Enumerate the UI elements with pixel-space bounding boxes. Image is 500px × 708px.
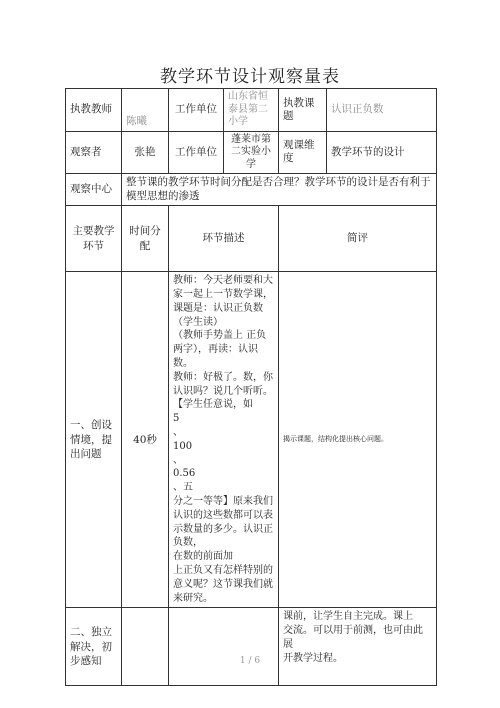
stage-description: [169, 608, 279, 686]
stage-comment: [279, 608, 437, 686]
stage-description: [169, 272, 279, 608]
teacher-name: 陈曦: [122, 89, 169, 132]
description-line: 100: [173, 440, 193, 452]
teacher-unit: 山东省恒泰县第二小学: [224, 89, 279, 132]
description-line: 、五: [173, 482, 193, 494]
description-line: 上正负又有怎样特别的意义呢？这节课我们就来研究。: [173, 565, 273, 604]
stage-time: 40秒: [122, 272, 169, 608]
header-description: 环节描述: [169, 206, 279, 272]
dimension-label: 观课维度: [279, 131, 327, 174]
observer-label: 观察者: [66, 131, 122, 174]
page-indicator: 1 / 6: [239, 656, 261, 666]
topic-label: 执教课题: [279, 89, 327, 132]
stage-name: 一、创设情境，提出问题: [66, 272, 122, 608]
description-line: 、: [173, 427, 183, 439]
description-line: 、: [173, 454, 183, 466]
observation-table: [65, 88, 437, 686]
table-row: [66, 174, 437, 206]
stage-name: 二、独立解决，初步感知: [66, 608, 122, 686]
description-line: （教师手势盖上 正负 两字），再读：认识数。: [173, 330, 267, 370]
description-line: 5: [173, 413, 180, 425]
header-stage: 主要教学环节: [66, 206, 122, 272]
comment-line: 开教学过程。: [283, 653, 343, 665]
teacher-label: 执教教师: [66, 89, 122, 132]
table-row: [66, 131, 437, 174]
table-row: [66, 206, 437, 272]
focus-value: 整节课的教学环节时间分配是否合理？教学环节的设计是否有利于模型思想的渗透: [122, 174, 437, 206]
dimension-value: 教学环节的设计: [327, 131, 437, 174]
header-comment: 简评: [279, 206, 437, 272]
description-line: 分之一等等】原来我们认识的这些数都可以表示数量的多少。认识正负数，: [173, 496, 273, 549]
comment-line: 课前，让学生自主完成。课上: [283, 611, 413, 623]
description-line: 教师：今天老师要和大家一起上一节数学课，课题是：认识正负数（学生读）: [173, 275, 273, 328]
header-time: 时间分配: [122, 206, 169, 272]
observer-unit-label: 工作单位: [169, 131, 224, 174]
page-title: 教学环节设计观察量表: [160, 67, 340, 87]
table-row: [66, 608, 437, 686]
comment-line: 交流。可以用于前测，也可由此展: [283, 625, 423, 651]
table-row: [66, 89, 437, 132]
description-line: 在数的前面加: [173, 551, 233, 563]
table-row: [66, 272, 437, 608]
focus-label: 观察中心: [66, 174, 122, 206]
description-line: 0.56: [173, 468, 196, 480]
observer-name: 张艳: [122, 131, 169, 174]
topic-value: 认识正负数: [327, 89, 437, 132]
description-line: 教师：好极了。数，你认识吗？说几个听听。【学生任意说，如: [173, 371, 273, 411]
unit-label: 工作单位: [169, 89, 224, 132]
stage-time: [122, 608, 169, 686]
stage-comment: 揭示课题，结构化提出核心问题。: [279, 272, 437, 608]
observer-unit: 蓬莱市第二实验小学: [224, 131, 279, 174]
